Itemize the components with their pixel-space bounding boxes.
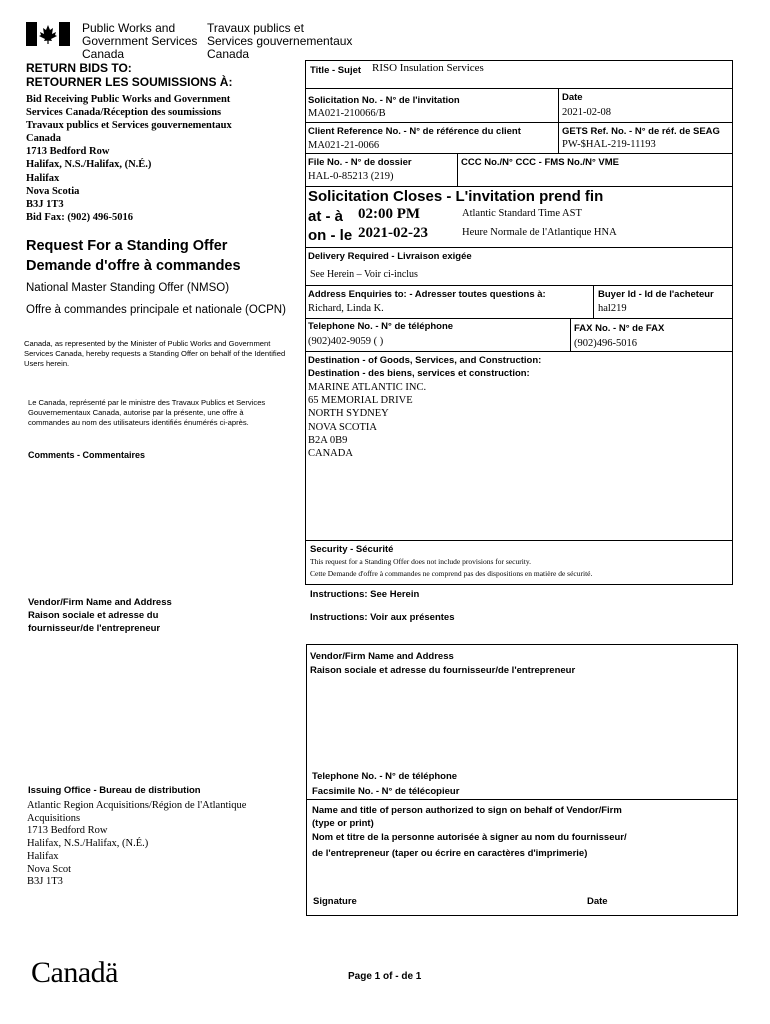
closing-time: 02:00 PM <box>358 206 421 222</box>
destination-label-en: Destination - of Goods, Services, and Construction: <box>308 355 542 366</box>
date-label: Date <box>562 92 583 103</box>
address-line: Halifax <box>26 172 60 184</box>
on-label: on - le <box>308 227 353 244</box>
issuing-line: Halifax, N.S./Halifax, (N.É.) <box>27 838 149 850</box>
nmso-label: National Master Standing Offer (NMSO) <box>26 282 230 294</box>
dept-en-line: Canada <box>82 47 125 61</box>
destination-line: 65 MEMORIAL DRIVE <box>308 395 413 407</box>
enquiries-value: Richard, Linda K. <box>308 303 384 314</box>
canada-wordmark: Canadä <box>31 956 118 989</box>
buyer-id-label: Buyer Id - Id de l'acheteur <box>598 289 714 300</box>
instructions-en: Instructions: See Herein <box>310 589 420 600</box>
vendor-label-line: fournisseur/de l'entrepreneur <box>28 623 161 634</box>
security-label: Security - Sécurité <box>310 544 394 555</box>
return-bids-address <box>26 93 232 224</box>
issuing-line: Acquisitions <box>27 812 81 824</box>
request-paragraph-en: Canada, as represented by the Minister of Public Works and Government Services Canada, hereby requests a Standing Offer on behalf of the Identified Users herein. <box>24 339 286 368</box>
address-line: B3J 1T3 <box>26 198 64 210</box>
vendor-label-left <box>28 596 172 635</box>
destination-line: MARINE ATLANTIC INC. <box>308 382 427 393</box>
dept-fr-line: Travaux publics et <box>207 21 304 35</box>
destination-line: NORTH SYDNEY <box>308 408 389 420</box>
signature-label: Signature <box>313 896 357 907</box>
authorized-name-line3: Nom et titre de la personne autorisée à signer au nom du fournisseur/ <box>312 832 627 843</box>
delivery-label: Delivery Required - Livraison exigée <box>308 251 472 262</box>
address-line: 1713 Bedford Row <box>26 146 110 158</box>
solicitation-value: MA021-210066/B <box>308 108 386 119</box>
address-line: Halifax, N.S./Halifax, (N.É.) <box>26 159 152 171</box>
vendor-box-label-fr: Raison sociale et adresse du fournisseur/de l'entrepreneur <box>310 665 576 676</box>
dept-fr-line: Canada <box>207 47 250 61</box>
department-name-fr <box>207 22 352 61</box>
vendor-box-label-en: Vendor/Firm Name and Address <box>310 651 454 662</box>
return-bids-fr: RETOURNER LES SOUMISSIONS À: <box>26 75 233 89</box>
issuing-office-address <box>27 800 246 889</box>
client-ref-label: Client Reference No. - N° de référence du client <box>308 126 521 137</box>
ccc-label: CCC No./N° CCC - FMS No./N° VME <box>461 157 620 168</box>
dept-en-line: Public Works and <box>82 21 176 35</box>
address-line: Nova Scotia <box>26 185 80 197</box>
buyer-id-value: hal219 <box>598 303 627 314</box>
issuing-line: B3J 1T3 <box>27 876 63 888</box>
fax-label: FAX No. - N° de FAX <box>574 323 665 334</box>
authorized-name-line2: (type or print) <box>312 818 374 829</box>
timezone-fr: Heure Normale de l'Atlantique HNA <box>462 227 617 238</box>
request-paragraph-fr: Le Canada, représenté par le ministre des Travaux Publics et Services Gouvernementaux Canada, autorise par la présente, une offre à commandes au nom des utilisateurs identifiés énumérés ci-après. <box>28 398 266 427</box>
destination-line: B2A 0B9 <box>308 434 348 446</box>
ocpn-label: Offre à commandes principale et nationale (OCPN) <box>26 304 286 316</box>
date-value: 2021-02-08 <box>562 107 611 118</box>
address-line: Services Canada/Réception des soumissions <box>26 107 222 119</box>
delivery-value: See Herein – Voir ci-inclus <box>310 269 418 280</box>
solicitation-label: Solicitation No. - N° de l'invitation <box>308 95 460 106</box>
dept-fr-line: Services gouvernementaux <box>207 34 353 48</box>
request-title-en: Request For a Standing Offer <box>26 238 228 254</box>
page-number: Page 1 of - de 1 <box>348 971 422 982</box>
destination-address <box>308 381 426 460</box>
destination-line: NOVA SCOTIA <box>308 421 377 433</box>
vendor-telephone-label: Telephone No. - N° de téléphone <box>312 771 458 782</box>
at-label: at - à <box>308 208 344 225</box>
title-label: Title - Sujet <box>310 65 362 76</box>
vendor-label-line: Vendor/Firm Name and Address <box>28 597 172 608</box>
file-no-label: File No. - N° de dossier <box>308 157 412 168</box>
destination-line: CANADA <box>308 448 353 460</box>
authorized-name-line1: Name and title of person authorized to sign on behalf of Vendor/Firm <box>312 805 622 816</box>
title-value: RISO Insulation Services <box>372 62 484 74</box>
client-ref-value: MA021-21-0066 <box>308 140 380 151</box>
request-title <box>26 236 241 276</box>
instructions-fr: Instructions: Voir aux présentes <box>310 612 455 623</box>
security-text-en: This request for a Standing Offer does not include provisions for security. <box>310 557 531 566</box>
destination-label-fr: Destination - des biens, services et construction: <box>308 368 530 379</box>
dept-en-line: Government Services <box>82 34 198 48</box>
authorized-name-line4: de l'entrepreneur (taper ou écrire en caractères d'imprimerie) <box>312 848 588 859</box>
signature-date-label: Date <box>587 896 608 907</box>
file-no-value: HAL-0-85213 (219) <box>308 171 394 182</box>
issuing-line: Atlantic Region Acquisitions/Région de l'Atlantique <box>27 800 247 811</box>
return-bids-title <box>26 61 232 89</box>
issuing-line: Halifax <box>27 850 59 862</box>
telephone-label: Telephone No. - N° de téléphone <box>308 321 454 332</box>
address-line: Bid Receiving Public Works and Government <box>26 94 231 105</box>
timezone-en: Atlantic Standard Time AST <box>462 208 582 219</box>
vendor-fax-label: Facsimile No. - N° de télécopieur <box>312 786 460 797</box>
gets-ref-label: GETS Ref. No. - N° de réf. de SEAG <box>562 126 720 137</box>
gets-ref-value: PW-$HAL-219-11193 <box>562 139 656 150</box>
bid-fax-line: Bid Fax: (902) 496-5016 <box>26 211 134 223</box>
department-name-en <box>82 22 197 61</box>
address-line: Canada <box>26 133 62 145</box>
canada-flag-icon <box>26 22 70 46</box>
fax-value: (902)496-5016 <box>574 338 637 349</box>
telephone-value: (902)402-9059 ( ) <box>308 336 384 347</box>
request-title-fr: Demande d'offre à commandes <box>26 258 241 274</box>
vendor-label-line: Raison sociale et adresse du <box>28 610 159 621</box>
return-bids-en: RETURN BIDS TO: <box>26 61 132 75</box>
issuing-line: Nova Scot <box>27 863 72 875</box>
comments-label: Comments - Commentaires <box>28 450 146 460</box>
issuing-office-label: Issuing Office - Bureau de distribution <box>28 785 201 796</box>
closing-date: 2021-02-23 <box>358 225 428 241</box>
enquiries-label: Address Enquiries to: - Adresser toutes questions à: <box>308 289 546 300</box>
closes-title: Solicitation Closes - L'invitation prend fin <box>308 188 604 205</box>
security-text-fr: Cette Demande d'offre à commandes ne comprend pas des dispositions en matière de sécurité. <box>310 569 593 578</box>
address-line: Travaux publics et Services gouvernementaux <box>26 120 232 132</box>
issuing-line: 1713 Bedford Row <box>27 825 108 837</box>
